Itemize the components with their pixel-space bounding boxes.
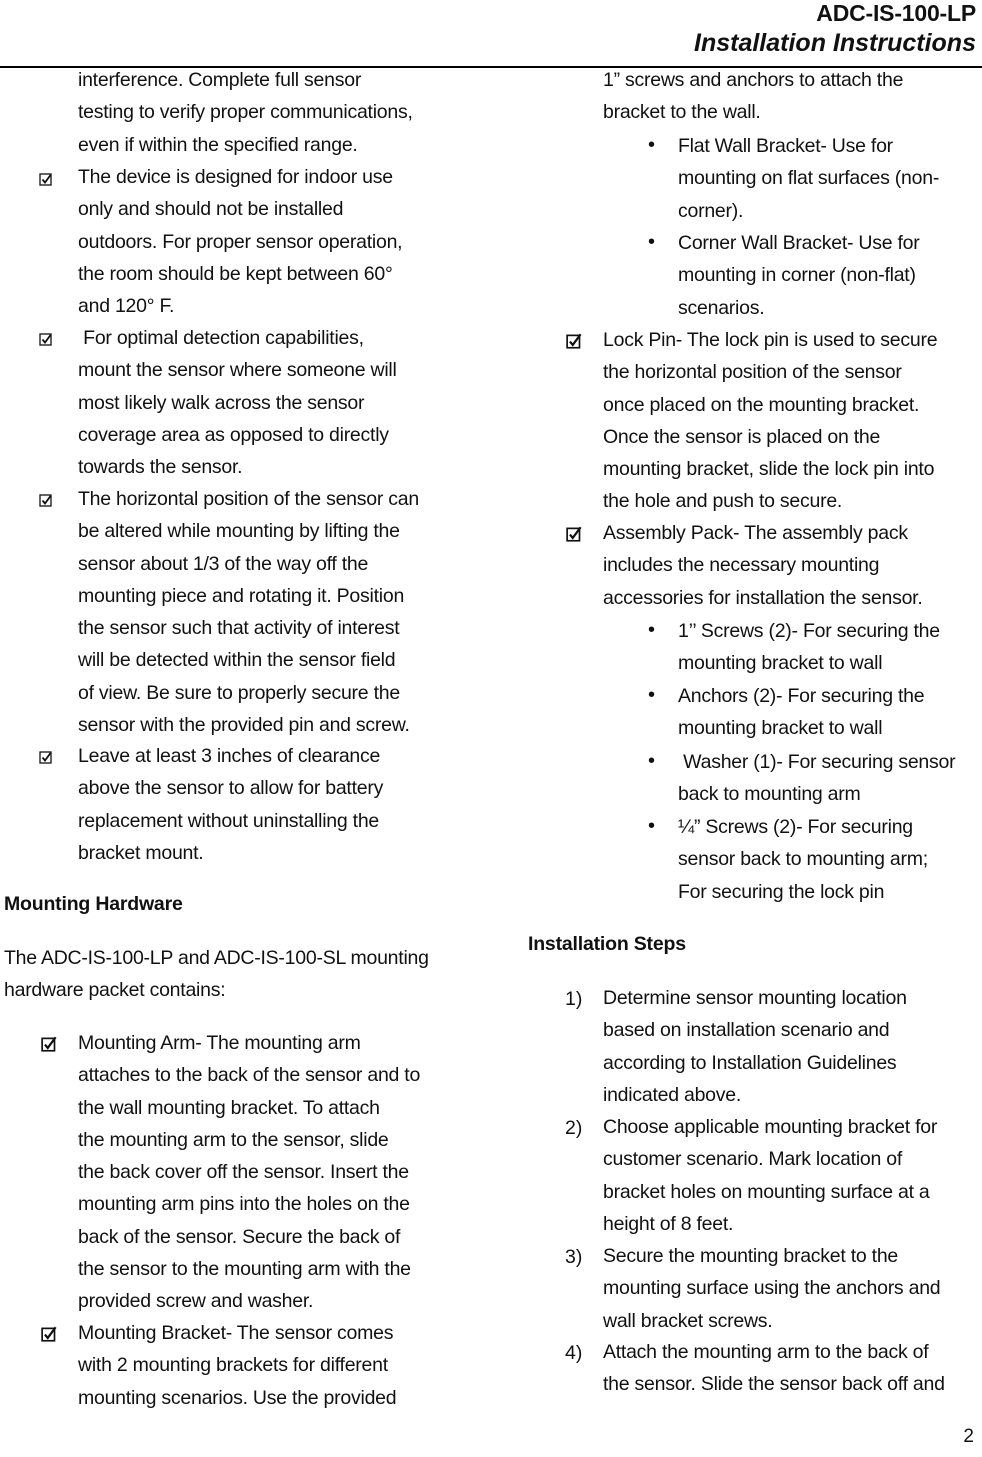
- text-line: replacement without uninstalling the: [78, 809, 380, 832]
- text-line: mounting scenarios. Use the provided: [78, 1386, 397, 1409]
- text-line: Attach the mounting arm to the back of: [603, 1341, 929, 1363]
- document-subtitle: Installation Instructions: [694, 29, 976, 57]
- text-line: accessories for installation the sensor.: [603, 586, 923, 609]
- text-line: corner).: [678, 199, 744, 222]
- checkbox-checked-icon: [566, 332, 584, 350]
- text-line: Leave at least 3 inches of clearance: [78, 745, 381, 767]
- text-line: mounting in corner (non-flat): [678, 264, 916, 287]
- text-line: attaches to the back of the sensor and to: [78, 1064, 421, 1087]
- text-line: sensor about 1/3 of the way off the: [78, 552, 369, 575]
- text-line: mount the sensor where someone will: [78, 359, 397, 382]
- text-line: includes the necessary mounting: [603, 554, 880, 577]
- text-line: Determine sensor mounting location: [603, 987, 907, 1009]
- bullet-icon: •: [648, 684, 656, 706]
- text-line: the sensor. Slide the sensor back off and: [603, 1373, 945, 1396]
- text-line: 1” screws and anchors to attach the: [603, 69, 904, 91]
- pack-bullet-washer: [678, 746, 955, 811]
- text-line: mounting surface using the anchors and: [603, 1277, 941, 1300]
- text-line: sensor back to mounting arm;: [678, 848, 928, 871]
- text-line: The device is designed for indoor use: [78, 166, 393, 188]
- hardware-item-mounting-arm: [78, 1027, 420, 1318]
- text-line: mounting on flat surfaces (non-: [678, 167, 940, 190]
- text-line: height of 8 feet.: [603, 1212, 734, 1235]
- guideline-item: [78, 322, 397, 483]
- bullet-icon: •: [648, 231, 656, 253]
- text-line: back of the sensor. Secure the back of: [78, 1225, 401, 1248]
- continued-paragraph: [603, 64, 903, 129]
- text-line: Corner Wall Bracket- Use for: [678, 232, 920, 254]
- installation-step: [603, 1336, 945, 1401]
- checkbox-checked-icon: [39, 331, 55, 347]
- text-line: the room should be kept between 60°: [78, 262, 393, 285]
- text-line: mounting piece and rotating it. Position: [78, 584, 405, 607]
- text-line: mounting bracket, slide the lock pin into: [603, 458, 935, 481]
- text-line: scenarios.: [678, 296, 765, 319]
- text-line: towards the sensor.: [78, 456, 243, 479]
- step-number: 1): [565, 988, 583, 1010]
- text-line: Washer (1)- For securing sensor: [678, 751, 956, 773]
- text-line: Mounting Bracket- The sensor comes: [78, 1322, 394, 1344]
- text-line: back to mounting arm: [678, 783, 861, 806]
- text-line: even if within the specified range.: [78, 133, 358, 156]
- checkbox-checked-icon: [39, 492, 55, 508]
- text-line: of view. Be sure to properly secure the: [78, 681, 400, 704]
- text-line: For securing the lock pin: [678, 880, 885, 903]
- text-line: above the sensor to allow for battery: [78, 777, 384, 800]
- text-line: customer scenario. Mark location of: [603, 1148, 903, 1171]
- installation-step: [603, 1111, 937, 1240]
- text-line: bracket mount.: [78, 841, 204, 864]
- bracket-bullet-corner: [678, 227, 920, 324]
- text-line: and 120° F.: [78, 295, 175, 318]
- text-line: 1’’ Screws (2)- For securing the: [678, 620, 940, 642]
- bracket-bullet-flat: [678, 130, 939, 227]
- text-line: the back cover off the sensor. Insert the: [78, 1161, 409, 1184]
- text-line: according to Installation Guidelines: [603, 1051, 897, 1074]
- checkbox-checked-icon: [39, 749, 55, 765]
- text-line: only and should not be installed: [78, 198, 344, 221]
- text-line: mounting bracket to wall: [678, 717, 883, 740]
- installation-step: [603, 1240, 940, 1337]
- step-number: 2): [565, 1117, 583, 1139]
- text-line: the hole and push to secure.: [603, 490, 843, 513]
- text-line: provided screw and washer.: [78, 1290, 314, 1313]
- text-line: Anchors (2)- For securing the: [678, 685, 925, 707]
- text-line: For optimal detection capabilities,: [78, 327, 364, 349]
- section-heading-installation-steps: Installation Steps: [528, 933, 686, 955]
- text-line: the horizontal position of the sensor: [603, 361, 902, 384]
- text-line: wall bracket screws.: [603, 1309, 773, 1332]
- text-line: Mounting Arm- The mounting arm: [78, 1032, 361, 1054]
- page-number: 2: [963, 1426, 974, 1447]
- section-heading-mounting-hardware: Mounting Hardware: [4, 893, 183, 915]
- checkbox-checked-icon: [41, 1325, 59, 1343]
- pack-bullet-anchors: [678, 680, 924, 745]
- guideline-item: [78, 483, 419, 741]
- text-line: sensor with the provided pin and screw.: [78, 714, 410, 737]
- text-line: the sensor such that activity of interest: [78, 617, 400, 640]
- guideline-item: [78, 161, 402, 322]
- text-line: the wall mounting bracket. To attach: [78, 1096, 380, 1119]
- checkbox-checked-icon: [566, 525, 584, 543]
- checkbox-checked-icon: [39, 171, 55, 187]
- document-title: ADC-IS-100-LP: [816, 0, 976, 26]
- text-line: be altered while mounting by lifting the: [78, 520, 400, 543]
- text-line: testing to verify proper communications,: [78, 101, 413, 124]
- text-line: indicated above.: [603, 1083, 742, 1106]
- text-line: Choose applicable mounting bracket for: [603, 1116, 938, 1138]
- text-line: bracket to the wall.: [603, 101, 761, 124]
- text-line: once placed on the mounting bracket.: [603, 393, 920, 416]
- text-line: outdoors. For proper sensor operation,: [78, 230, 403, 253]
- bullet-icon: •: [648, 619, 656, 641]
- bullet-icon: •: [648, 815, 656, 837]
- text-line: the sensor to the mounting arm with the: [78, 1258, 411, 1281]
- text-line: based on installation scenario and: [603, 1019, 890, 1042]
- text-line: The horizontal position of the sensor can: [78, 488, 419, 510]
- text-line: most likely walk across the sensor: [78, 391, 365, 414]
- text-line: ¼” Screws (2)- For securing: [678, 816, 913, 838]
- text-line: Assembly Pack- The assembly pack: [603, 522, 908, 544]
- text-line: with 2 mounting brackets for different: [78, 1354, 388, 1377]
- hardware-item-mounting-bracket: [78, 1317, 396, 1414]
- guideline-item: [78, 740, 383, 869]
- text-line: mounting bracket to wall: [678, 652, 883, 675]
- hardware-item-assembly-pack: [603, 517, 923, 614]
- text-line: hardware packet contains:: [4, 979, 226, 1002]
- pack-bullet-screws: [678, 615, 940, 680]
- hardware-item-lock-pin: [603, 324, 937, 518]
- text-line: Secure the mounting bracket to the: [603, 1245, 899, 1267]
- text-line: Flat Wall Bracket- Use for: [678, 135, 893, 157]
- text-line: The ADC-IS-100-LP and ADC-IS-100-SL mounting: [4, 947, 429, 969]
- step-number: 4): [565, 1342, 583, 1364]
- text-line: bracket holes on mounting surface at a: [603, 1180, 930, 1203]
- mounting-intro-paragraph: [4, 942, 429, 1007]
- text-line: interference. Complete full sensor: [78, 69, 362, 91]
- text-line: coverage area as opposed to directly: [78, 423, 389, 446]
- installation-step: [603, 982, 907, 1111]
- checkbox-checked-icon: [41, 1035, 59, 1053]
- text-line: mounting arm pins into the holes on the: [78, 1193, 410, 1216]
- step-number: 3): [565, 1246, 583, 1268]
- pack-bullet-quarter-screws: [678, 811, 928, 908]
- text-line: the mounting arm to the sensor, slide: [78, 1128, 389, 1151]
- text-line: Once the sensor is placed on the: [603, 425, 881, 448]
- bullet-icon: •: [648, 134, 656, 156]
- text-line: will be detected within the sensor field: [78, 649, 396, 672]
- bullet-icon: •: [648, 750, 656, 772]
- text-line: Lock Pin- The lock pin is used to secure: [603, 329, 938, 351]
- continued-paragraph: [78, 64, 413, 161]
